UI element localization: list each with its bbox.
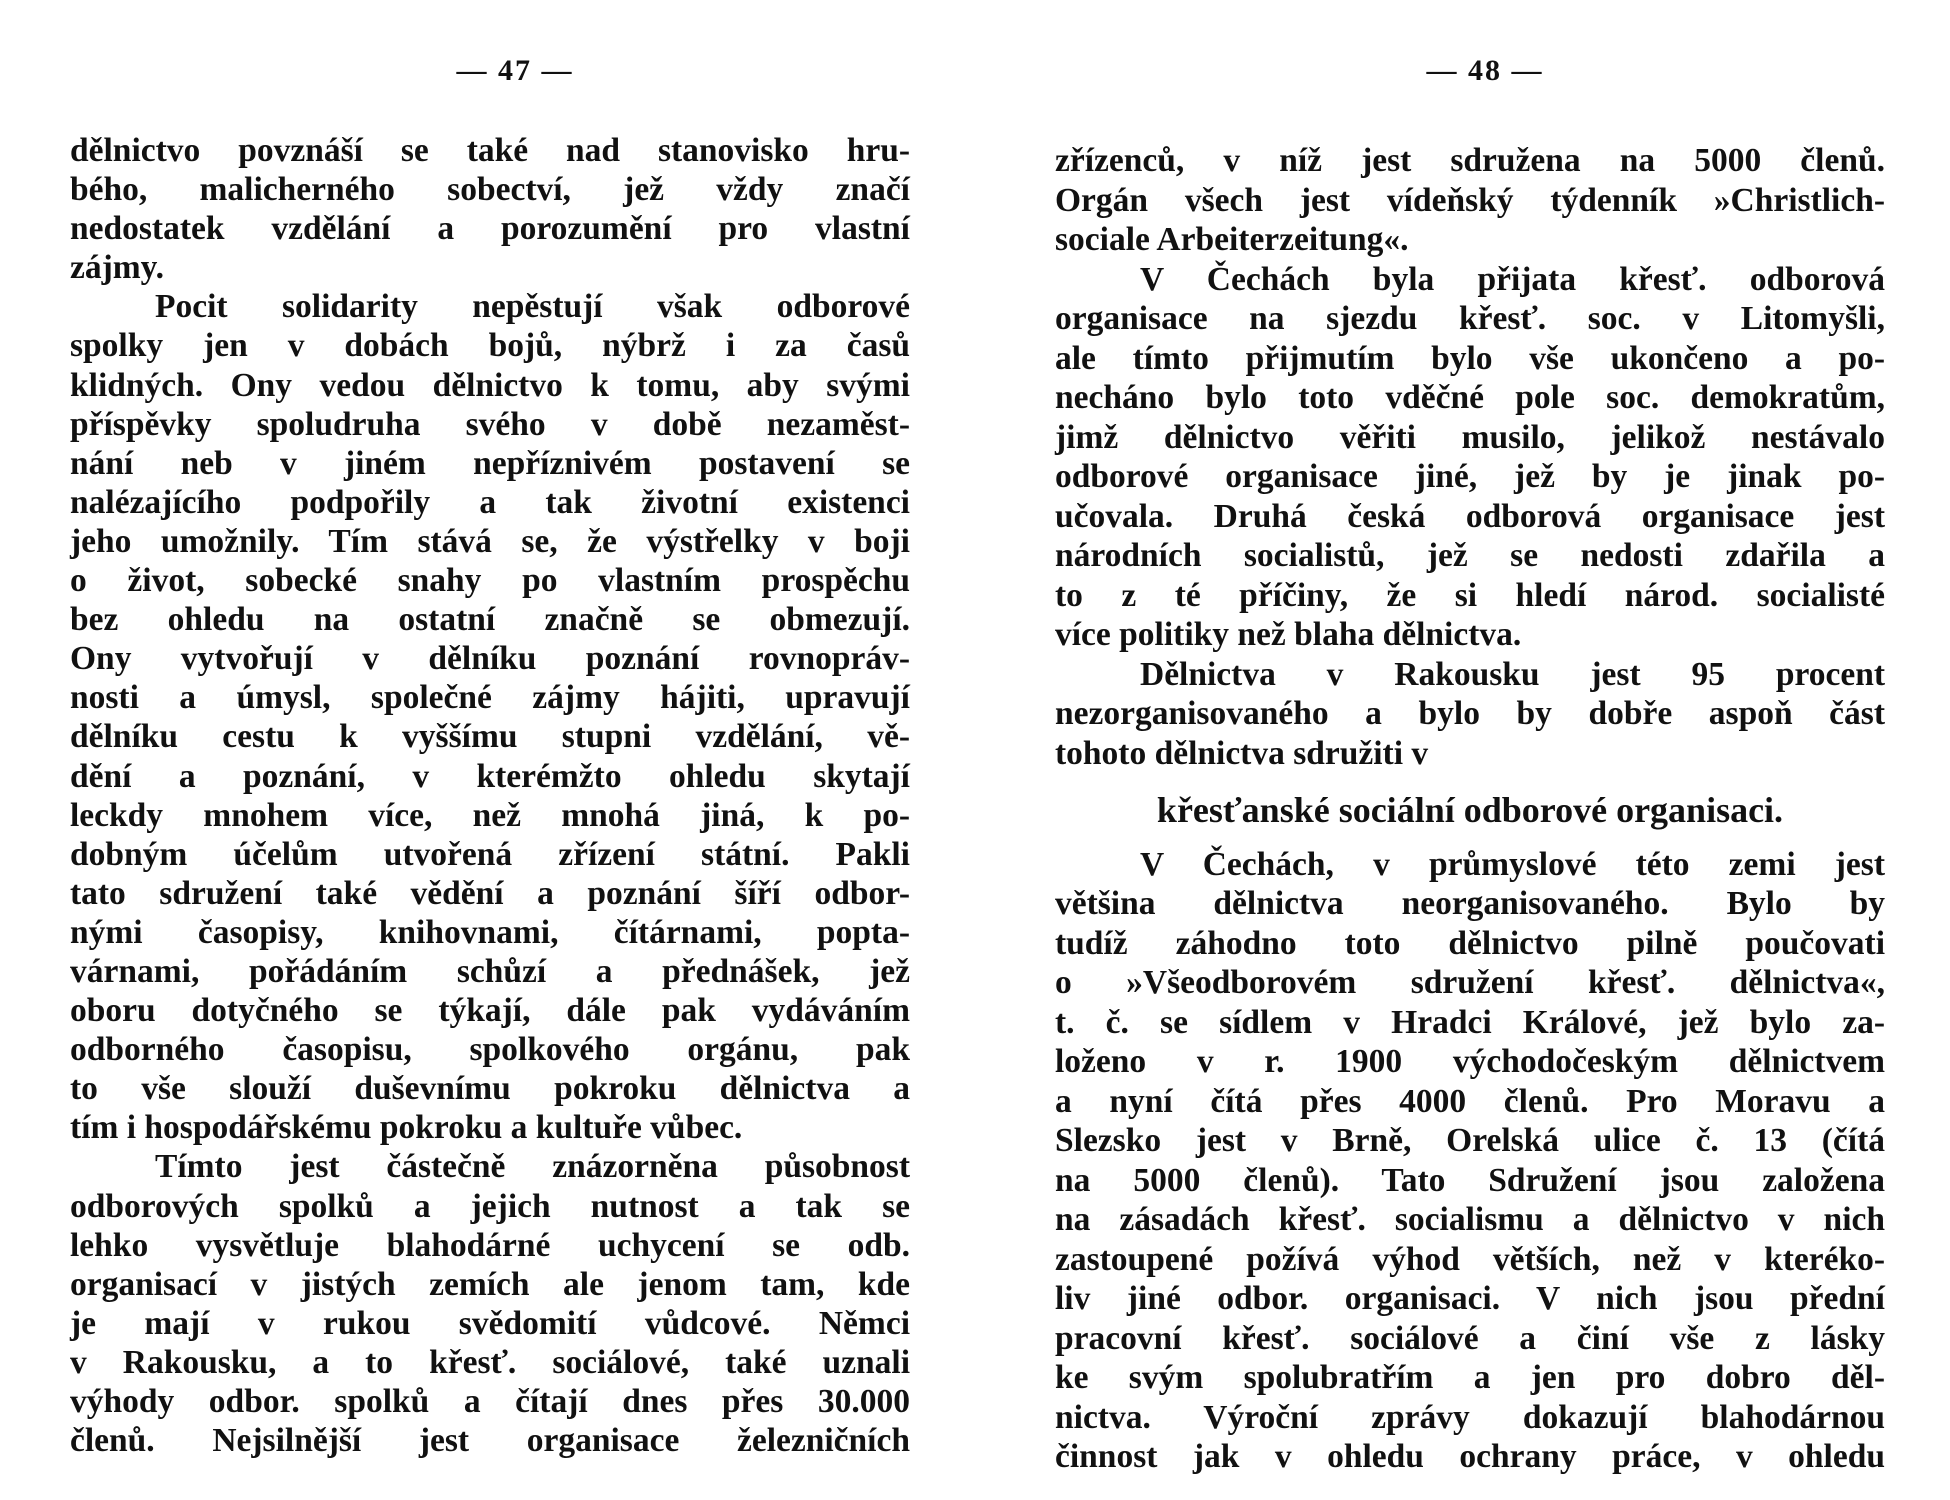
text-line: oboru dotyčného se týkají, dále pak vydáváním (70, 992, 910, 1030)
text-line: jimž dělnictvo věřiti musilo, jelikož nestávalo (1055, 418, 1885, 456)
text-line: bez ohledu na ostatní značně se obmezují. (70, 601, 910, 639)
page-number-left: — 47 — (456, 54, 574, 87)
page-number-right: — 48 — (1426, 54, 1544, 87)
text-line: lehko vysvětluje blahodárné uchycení se odb. (70, 1226, 910, 1264)
text-line: Tímto jest částečně znázorněna působnost (155, 1148, 910, 1186)
text-line: nictva. Výroční zprávy dokazují blahodárnou (1055, 1398, 1885, 1436)
text-line: Dělnictva v Rakousku jest 95 procent (1140, 655, 1885, 693)
text-line: odborové organisace jiné, jež by je jinak po- (1055, 458, 1885, 495)
text-line: nalézajícího podpořily a tak životní existenci (70, 483, 910, 521)
text-line: organisací v jistých zemích ale jenom tam, kde (70, 1265, 910, 1303)
text-line: více politiky než blaha dělnictva. (1055, 616, 1522, 653)
text-line: tato sdružení také vědění a poznání šíří odbor- (70, 874, 910, 912)
text-line: tím i hospodářskému pokroku a kultuře vůbec. (70, 1109, 743, 1147)
text-line: Pocit solidarity nepěstují však odborové (155, 288, 910, 326)
text-line: nosti a úmysl, společné zájmy hájiti, upravují (70, 679, 910, 717)
text-line: t. č. se sídlem v Hradci Králové, jež bylo za- (1055, 1003, 1885, 1041)
text-line: a nyní čítá přes 4000 členů. Pro Moravu a (1055, 1082, 1885, 1120)
text-line: odborových spolků a jejich nutnost a tak se (70, 1187, 910, 1225)
text-line: nými časopisy, knihovnami, čítárnami, popta- (70, 913, 910, 951)
text-line: bého, malicherného sobectví, jež vždy značí (70, 171, 910, 209)
text-line: o život, sobecké snahy po vlastním prospěchu (70, 562, 910, 600)
text-line: většina dělnictva neorganisovaného. Bylo by (1055, 885, 1885, 922)
text-line: leckdy mnohem více, než mnohá jiná, k po- (70, 796, 910, 834)
text-line: zastoupené požívá výhod větších, než v kteréko- (1055, 1240, 1885, 1278)
text-line: dobným účelům utvořená zřízení státní. Pakli (70, 835, 910, 873)
text-line: tohoto dělnictva sdružiti v (1055, 734, 1429, 772)
right-page-text (1055, 141, 1885, 1477)
text-line: ale tímto přijmutím bylo vše ukončeno a po- (1055, 339, 1885, 377)
text-line: jeho umožnily. Tím stává se, že výstřelky v boji (70, 522, 910, 560)
text-line: výhody odbor. spolků a čítají dnes přes 30.000 (70, 1383, 910, 1420)
text-line: Slezsko jest v Brně, Orelská ulice č. 13 (čítá (1055, 1122, 1885, 1159)
text-line: v Rakousku, a to křesť. sociálové, také uznali (70, 1343, 910, 1381)
text-line: pracovní křesť. sociálové a činí vše z lásky (1055, 1319, 1885, 1357)
text-line: na 5000 členů). Tato Sdružení jsou založena (1055, 1161, 1885, 1199)
text-line: učovala. Druhá česká odborová organisace jest (1055, 497, 1885, 535)
text-line: dění a poznání, v kterémžto ohledu skytají (70, 757, 910, 795)
text-line: sociale Arbeiterzeitung«. (1055, 221, 1409, 258)
text-line: tudíž záhodno toto dělnictvo pilně poučovati (1055, 924, 1885, 962)
text-line: organisace na sjezdu křesť. soc. v Litomyšli, (1055, 300, 1885, 337)
text-line: liv jiné odbor. organisaci. V nich jsou přední (1055, 1280, 1885, 1317)
left-page-text (70, 131, 910, 1460)
text-line: na zásadách křesť. socialismu a dělnictvo v nich (1055, 1201, 1885, 1238)
text-line: zájmy. (70, 249, 164, 287)
text-line: to vše slouží duševnímu pokroku dělnictva a (70, 1070, 910, 1108)
text-line: to z té příčiny, že si hledí národ. socialisté (1055, 576, 1885, 614)
text-line: ke svým spolubratřím a jen pro dobro děl- (1055, 1359, 1885, 1396)
text-line: necháno bylo toto vděčné pole soc. demokratům, (1055, 379, 1885, 416)
text-line: činnost jak v ohledu ochrany práce, v ohledu (1055, 1438, 1885, 1475)
text-line: klidných. Ony vedou dělnictvo k tomu, aby svými (70, 366, 910, 404)
text-line: je mají v rukou svědomití vůdcové. Němci (70, 1304, 910, 1342)
text-line: národních socialistů, jež se nedosti zdařila a (1055, 537, 1885, 574)
text-line: dělníku cestu k vyššímu stupni vzdělání, vě- (70, 718, 910, 756)
text-line: zřízenců, v níž jest sdružena na 5000 členů. (1055, 142, 1885, 179)
text-line: loženo v r. 1900 východočeským dělnictvem (1055, 1043, 1885, 1080)
text-line: odborného časopisu, spolkového orgánu, pak (70, 1031, 910, 1069)
text-line: příspěvky spoludruha svého v době nezaměst- (70, 405, 910, 443)
text-line: V Čechách, v průmyslové této zemi jest (1140, 845, 1885, 883)
text-line: Ony vytvořují v dělníku poznání rovnopráv- (70, 640, 910, 678)
text-line: nedostatek vzdělání a porozumění pro vlastní (70, 210, 910, 248)
text-line: členů. Nejsilnější jest organisace železničních (70, 1422, 910, 1460)
text-line: várnami, pořádáním schůzí a přednášek, jež (70, 952, 910, 990)
text-line: V Čechách byla přijata křesť. odborová (1140, 260, 1885, 298)
text-line: Orgán všech jest vídeňský týdenník »Christlich- (1055, 181, 1885, 219)
section-heading: křesťanské sociální odborové organisaci. (1156, 790, 1784, 830)
text-line: dělnictvo povznáší se také nad stanovisko hru- (70, 132, 910, 169)
text-line: o »Všeodborovém sdružení křesť. dělnictva«, (1055, 964, 1885, 1001)
text-line: nání neb v jiném nepříznivém postavení se (70, 444, 910, 482)
text-line: spolky jen v dobách bojů, nýbrž i za časů (70, 327, 910, 365)
text-line: nezorganisovaného a bylo by dobře aspoň část (1055, 695, 1885, 732)
